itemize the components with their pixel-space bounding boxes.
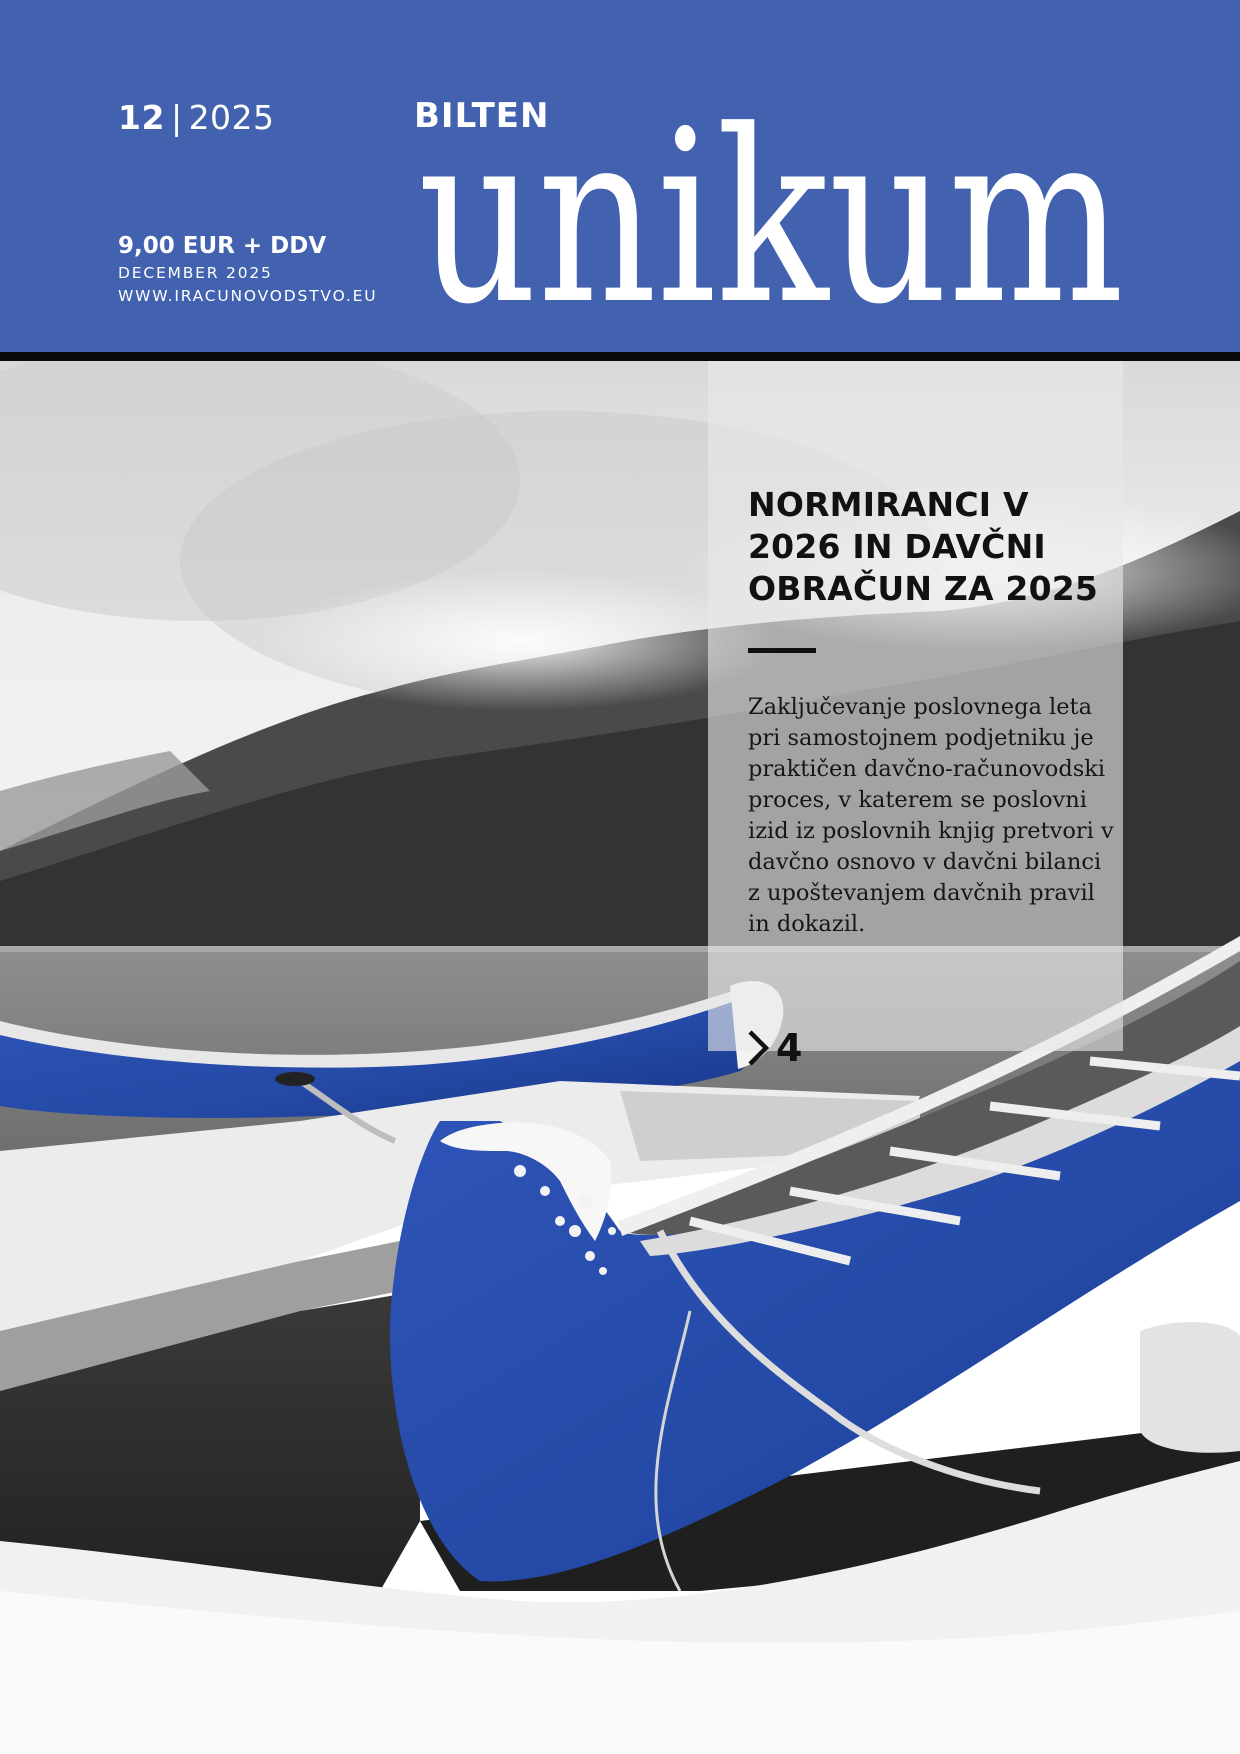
issue-month: DECEMBER 2025 (118, 264, 273, 282)
feature-page-number: 4 (776, 1026, 803, 1070)
feature-lede: Zaključevanje poslovnega leta pri samostojnem podjetniku je praktičen davčno-računovodski proces, v katerem se poslovni izid iz poslovnih knjig pretvori v davčno osnovo v davčni bilanci z upoštevanjem davčnih pravil in dokazil. (748, 694, 1114, 937)
divider (0, 352, 1240, 361)
headline-divider (748, 648, 816, 653)
publication-title: unikum (418, 80, 1124, 318)
issue-separator: | (170, 98, 183, 137)
chevron-right-icon (746, 1029, 770, 1067)
price: 9,00 EUR + DDV (118, 233, 327, 259)
feature-headline: NORMIRANCI V 2026 IN DAVČNI OBRAČUN ZA 2025 (748, 485, 1099, 608)
masthead (0, 0, 1240, 352)
website-url: WWW.IRACUNOVODSTVO.EU (118, 287, 378, 305)
publication-logo (418, 78, 1128, 318)
issue-number-value: 12 (118, 98, 165, 137)
feature-page-reference[interactable] (746, 1025, 802, 1071)
series-label: BILTEN (414, 96, 550, 136)
issue-year: 2025 (188, 98, 275, 137)
issue-number (118, 98, 275, 137)
